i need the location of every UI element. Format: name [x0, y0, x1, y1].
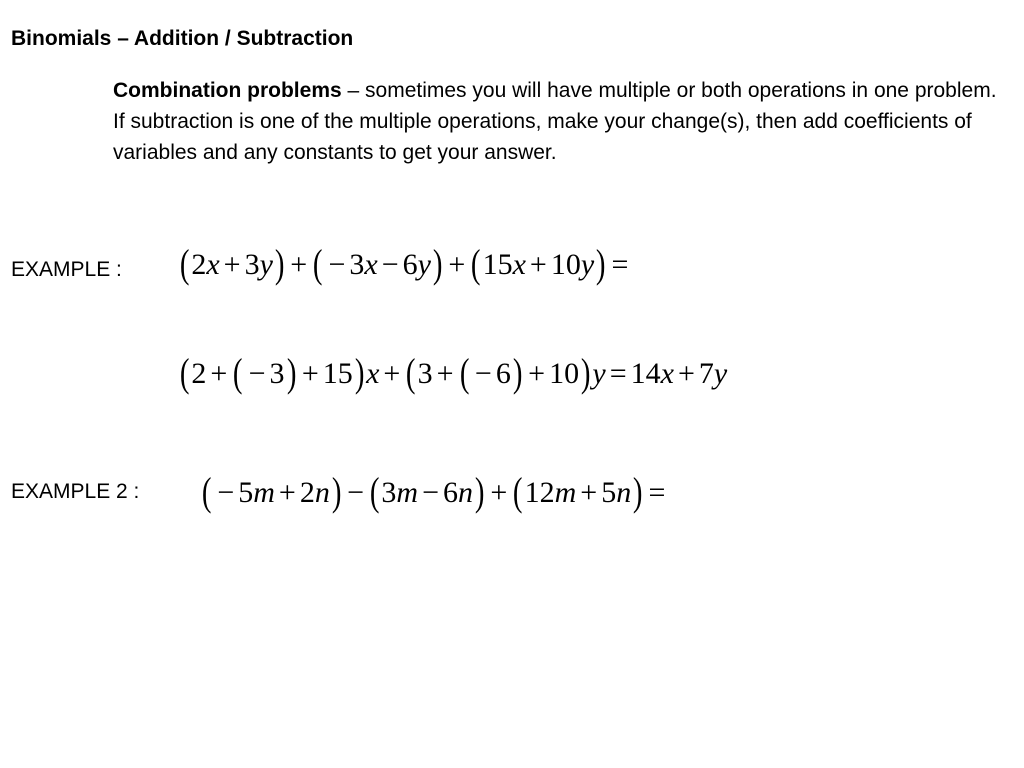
paren: (	[369, 469, 380, 514]
operator: −	[474, 357, 492, 390]
operator: +	[436, 357, 454, 390]
variable: y	[259, 248, 273, 281]
number: 3	[269, 357, 285, 390]
paren: (	[459, 350, 470, 395]
number: 3	[349, 248, 365, 281]
operator: −	[248, 357, 266, 390]
number: 5	[238, 476, 254, 509]
number: 3	[244, 248, 260, 281]
operator: +	[677, 357, 695, 390]
number: 12	[524, 476, 555, 509]
operator: =	[611, 248, 629, 281]
operator: +	[448, 248, 466, 281]
operator: +	[301, 357, 319, 390]
paren: )	[354, 350, 365, 395]
operator: −	[347, 476, 365, 509]
variable: x	[366, 357, 380, 390]
number: 2	[191, 248, 207, 281]
paren: (	[471, 241, 481, 286]
operator: +	[210, 357, 228, 390]
operator: +	[383, 357, 401, 390]
operator: +	[490, 476, 508, 509]
paren: )	[474, 469, 485, 514]
number: 2	[299, 476, 315, 509]
page-title: Binomials – Addition / Subtraction	[11, 27, 354, 50]
number: 10	[550, 248, 581, 281]
example-2-expression	[200, 469, 669, 514]
operator: −	[217, 476, 235, 509]
paren: (	[513, 469, 523, 514]
operator: +	[529, 248, 547, 281]
variable: x	[364, 248, 378, 281]
operator: +	[223, 248, 241, 281]
number: 6	[495, 357, 511, 390]
number: 6	[402, 248, 418, 281]
variable: n	[314, 476, 330, 509]
variable: y	[580, 248, 595, 281]
intro-paragraph	[113, 75, 1003, 168]
number: 2	[191, 357, 207, 390]
paren: )	[633, 469, 643, 514]
paren: )	[331, 469, 342, 514]
number: 6	[443, 476, 459, 509]
variable: x	[512, 248, 526, 281]
paren: )	[596, 241, 606, 286]
paren: )	[274, 241, 285, 286]
paren: (	[179, 241, 190, 286]
operator: −	[422, 476, 440, 509]
number: 10	[549, 357, 580, 390]
variable: m	[253, 476, 275, 509]
operator: =	[609, 357, 627, 390]
paren: (	[201, 469, 212, 514]
paren: (	[179, 350, 190, 395]
paren: (	[313, 241, 323, 286]
operator: +	[278, 476, 296, 509]
example-2-label: EXAMPLE 2 :	[11, 480, 140, 503]
paren: )	[432, 241, 443, 286]
paren: )	[580, 350, 591, 395]
number: 14	[630, 357, 661, 390]
variable: n	[616, 476, 632, 509]
paren: )	[512, 350, 523, 395]
variable: y	[592, 357, 606, 390]
example-1-label: EXAMPLE :	[11, 258, 122, 281]
paren: (	[406, 350, 416, 395]
number: 7	[698, 357, 714, 390]
operator: −	[328, 248, 346, 281]
example-1-expression	[178, 241, 632, 286]
variable: y	[713, 357, 728, 390]
number: 3	[417, 357, 433, 390]
operator: +	[580, 476, 598, 509]
variable: y	[417, 248, 431, 281]
intro-body: – sometimes you will have multiple or both operations in one problem. If subtraction is one of the multiple operations, make your change(s), then add coefficients of variables and any constants to get your answer.	[113, 79, 997, 164]
number: 3	[381, 476, 397, 509]
number: 15	[322, 357, 353, 390]
variable: m	[554, 476, 577, 509]
intro-lead: Combination problems	[113, 79, 342, 102]
operator: +	[290, 248, 308, 281]
variable: m	[396, 476, 419, 509]
number: 15	[482, 248, 513, 281]
paren: )	[286, 350, 296, 395]
variable: n	[458, 476, 474, 509]
variable: x	[206, 248, 220, 281]
number: 5	[601, 476, 617, 509]
variable: x	[660, 357, 674, 390]
paren: (	[233, 350, 243, 395]
example-1-solution	[178, 350, 728, 395]
operator: +	[528, 357, 546, 390]
operator: −	[381, 248, 399, 281]
operator: =	[648, 476, 666, 509]
